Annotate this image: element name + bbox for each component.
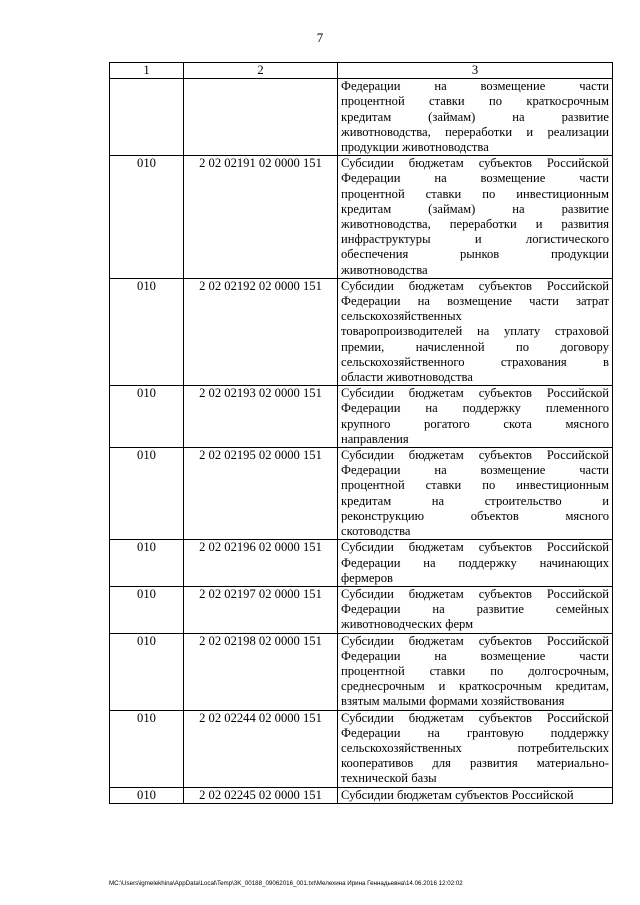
revenue-name-cell (338, 586, 613, 633)
budget-code-cell: 2 02 02195 02 0000 151 (184, 448, 338, 540)
revenue-name-line: фермеров (341, 570, 393, 585)
revenue-name-line: сельскохозяйственного страхования в (341, 354, 609, 369)
revenue-name-line: Субсидии бюджетам субъектов Российской (341, 278, 609, 293)
budget-code-cell: 2 02 02196 02 0000 151 (184, 540, 338, 587)
revenue-name-line: животноводства (341, 262, 428, 277)
revenue-name-cell (338, 633, 613, 710)
revenue-name-line: Федерации на поддержку племенного (341, 401, 609, 416)
revenue-name-line: Субсидии бюджетам субъектов Российской (341, 156, 609, 171)
revenue-name-line: реконструкцию объектов мясного (341, 508, 609, 523)
revenue-name-line: Федерации на возмещение части (341, 463, 609, 478)
revenue-name-line: животноводства, переработки и реализации (341, 124, 609, 139)
table-row (110, 633, 613, 710)
revenue-name-line: обеспечения рынков продукции (341, 247, 609, 262)
revenue-name-line: направления (341, 431, 409, 446)
revenue-name-line: продукции животноводства (341, 140, 489, 155)
revenue-name-cell (338, 156, 613, 279)
budget-code-cell (184, 79, 338, 156)
revenue-name-line: Федерации на поддержку начинающих (341, 555, 609, 570)
budget-code-cell: 2 02 02193 02 0000 151 (184, 386, 338, 448)
revenue-name-line: Федерации на возмещение части (341, 79, 609, 94)
revenue-name-line: Субсидии бюджетам субъектов Российской (341, 787, 574, 802)
revenue-name-cell (338, 386, 613, 448)
revenue-name-line: технической базы (341, 771, 437, 786)
admin-code-cell: 010 (110, 540, 184, 587)
revenue-name-line: животноводства, переработки и развития (341, 217, 609, 232)
table-body (110, 79, 613, 804)
revenue-name-line: процентной ставки по инвестиционным (341, 478, 609, 493)
admin-code-cell: 010 (110, 156, 184, 279)
revenue-name-line: Субсидии бюджетам субъектов Российской (341, 540, 609, 555)
table-row (110, 156, 613, 279)
column-header-2: 2 (184, 63, 338, 79)
revenue-name-line: кредитам (займам) на развитие (341, 201, 609, 216)
column-header-1: 1 (110, 63, 184, 79)
budget-code-cell: 2 02 02244 02 0000 151 (184, 710, 338, 787)
budget-code-cell: 2 02 02192 02 0000 151 (184, 278, 338, 385)
revenue-name-line: среднесрочным и краткосрочным кредитам, (341, 679, 609, 694)
revenue-name-line: сельскохозяйственных (341, 309, 462, 324)
revenue-name-line: кредитам (займам) на развитие (341, 109, 609, 124)
table-row (110, 586, 613, 633)
revenue-name-line: области животноводства (341, 370, 473, 385)
revenue-name-line: сельскохозяйственных потребительских (341, 740, 609, 755)
revenue-name-line: процентной ставки по долгосрочным, (341, 663, 609, 678)
revenue-name-cell (338, 710, 613, 787)
file-path-footer: MC:\Users\igmelekhina\AppData\Local\Temp\3K_00188_09062016_001.txt\Мелехина Ирина Геннадьевна\14.06.2016 12:02:02 (109, 880, 463, 887)
admin-code-cell: 010 (110, 386, 184, 448)
revenue-name-line: Федерации на грантовую поддержку (341, 725, 609, 740)
revenue-name-line: крупного рогатого скота мясного (341, 416, 609, 431)
table-row (110, 448, 613, 540)
budget-code-cell: 2 02 02197 02 0000 151 (184, 586, 338, 633)
revenue-name-cell (338, 448, 613, 540)
revenue-name-line: Субсидии бюджетам субъектов Российской (341, 586, 609, 601)
revenue-name-line: кредитам на строительство и (341, 493, 609, 508)
revenue-name-line: животноводческих ферм (341, 617, 474, 632)
revenue-name-line: Субсидии бюджетам субъектов Российской (341, 448, 609, 463)
revenue-name-line: кооперативов для развития материально- (341, 756, 609, 771)
admin-code-cell (110, 79, 184, 156)
revenue-name-line: Субсидии бюджетам субъектов Российской (341, 710, 609, 725)
table-header-row (110, 63, 613, 79)
revenue-name-line: Субсидии бюджетам субъектов Российской (341, 633, 609, 648)
column-header-3: 3 (338, 63, 613, 79)
revenue-name-line: Субсидии бюджетам субъектов Российской (341, 386, 609, 401)
table-row (110, 787, 613, 803)
revenue-name-line: Федерации на развитие семейных (341, 602, 609, 617)
revenue-name-line: скотоводства (341, 524, 411, 539)
budget-classification-table (109, 62, 613, 804)
revenue-name-line: премии, начисленной по договору (341, 339, 609, 354)
budget-code-cell: 2 02 02191 02 0000 151 (184, 156, 338, 279)
revenue-name-line: процентной ставки по инвестиционным (341, 186, 609, 201)
revenue-name-line: Федерации на возмещение части (341, 171, 609, 186)
revenue-name-cell (338, 79, 613, 156)
table-row (110, 386, 613, 448)
admin-code-cell: 010 (110, 586, 184, 633)
admin-code-cell: 010 (110, 633, 184, 710)
budget-code-cell: 2 02 02245 02 0000 151 (184, 787, 338, 803)
revenue-name-cell (338, 278, 613, 385)
revenue-name-line: взятым малыми формами хозяйствования (341, 694, 565, 709)
revenue-name-line: Федерации на возмещение части (341, 648, 609, 663)
table-row (110, 540, 613, 587)
revenue-name-line: товаропроизводителей на уплату страховой (341, 324, 609, 339)
page-number: 7 (316, 30, 324, 45)
table-row (110, 710, 613, 787)
revenue-name-line: инфраструктуры и логистического (341, 232, 609, 247)
admin-code-cell: 010 (110, 787, 184, 803)
revenue-name-line: Федерации на возмещение части затрат (341, 294, 609, 309)
admin-code-cell: 010 (110, 448, 184, 540)
admin-code-cell: 010 (110, 710, 184, 787)
admin-code-cell: 010 (110, 278, 184, 385)
table-row (110, 79, 613, 156)
revenue-name-line: процентной ставки по краткосрочным (341, 94, 609, 109)
revenue-name-cell (338, 540, 613, 587)
table-row (110, 278, 613, 385)
revenue-name-cell (338, 787, 613, 803)
budget-code-cell: 2 02 02198 02 0000 151 (184, 633, 338, 710)
